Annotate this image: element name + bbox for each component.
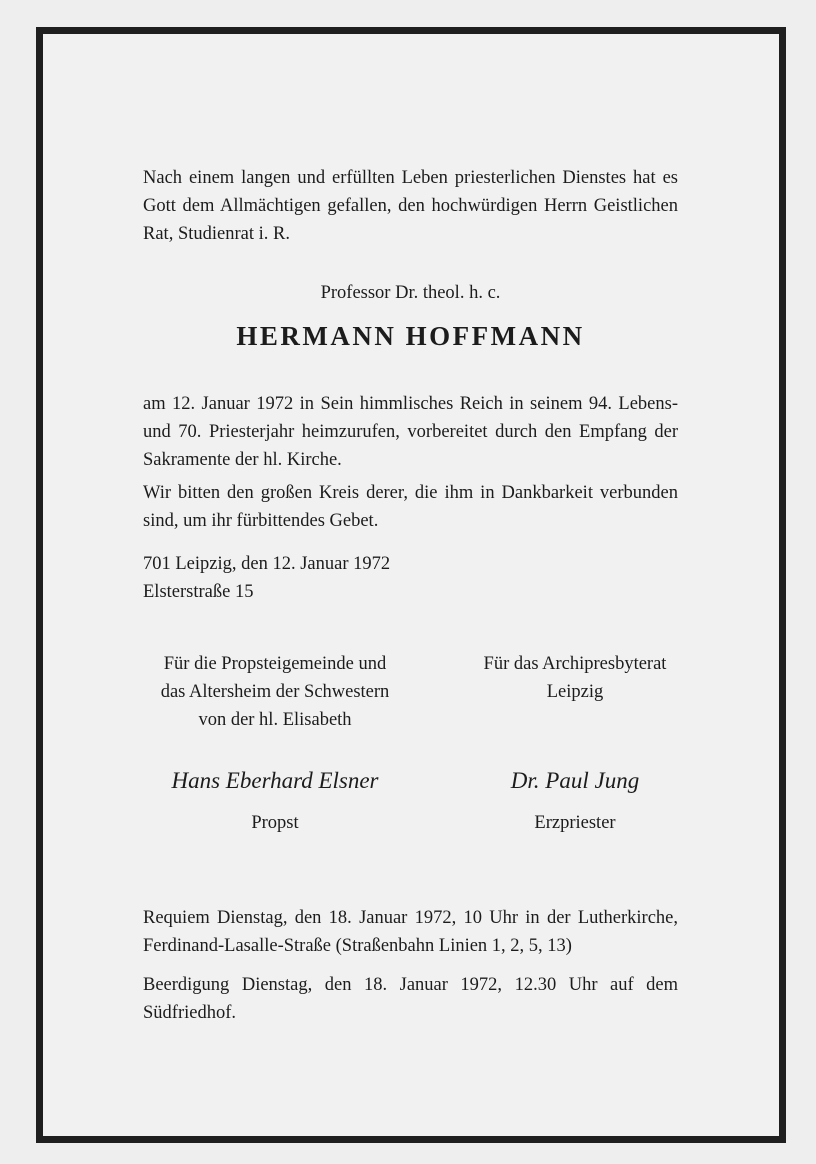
left-org-line: von der hl. Elisabeth — [198, 710, 352, 730]
burial-info: Beerdigung Dienstag, den 18. Januar 1972, 12.30 Uhr auf dem Südfriedhof. — [143, 975, 678, 1023]
right-role: Erzpriester — [534, 813, 616, 833]
left-organization — [140, 650, 410, 734]
left-role: Propst — [251, 813, 299, 833]
deceased-name: HERMANN HOFFMANN — [236, 321, 585, 351]
right-signature: Dr. Paul Jung — [510, 768, 640, 793]
right-org-line: Leipzig — [546, 682, 604, 702]
requiem-info: Requiem Dienstag, den 18. Januar 1972, 10 Uhr in der Lutherkirche, Ferdinand-Lasalle-Straße (Straßenbahn Linien 1, 2, 5, 13) — [143, 908, 678, 956]
left-org-line: das Altersheim der Schwestern — [160, 682, 390, 702]
right-organization — [455, 650, 695, 706]
left-org-line: Für die Propsteigemeinde und — [163, 654, 387, 674]
prayer-request-paragraph: Wir bitten den großen Kreis derer, die ihm in Dankbarkeit verbunden sind, um ihr fürbittendes Gebet. — [143, 483, 678, 531]
intro-paragraph: Nach einem langen und erfüllten Leben priesterlichen Dienstes hat es Gott dem Allmächtigen gefallen, den hochwürdigen Herrn Geistlichen Rat, Studienrat i. R. — [143, 168, 678, 244]
left-signature: Hans Eberhard Elsner — [171, 768, 379, 793]
right-org-line: Für das Archipresbyterat — [483, 654, 667, 674]
academic-title: Professor Dr. theol. h. c. — [320, 283, 501, 303]
death-announcement-paragraph: am 12. Januar 1972 in Sein himmlisches Reich in seinem 94. Lebens- und 70. Priesterjahr heimzurufen, vorbereitet durch den Empfang der Sakramente der hl. Kirche. — [143, 394, 678, 470]
address: Elsterstraße 15 — [143, 582, 254, 602]
place-date: 701 Leipzig, den 12. Januar 1972 — [143, 554, 391, 574]
